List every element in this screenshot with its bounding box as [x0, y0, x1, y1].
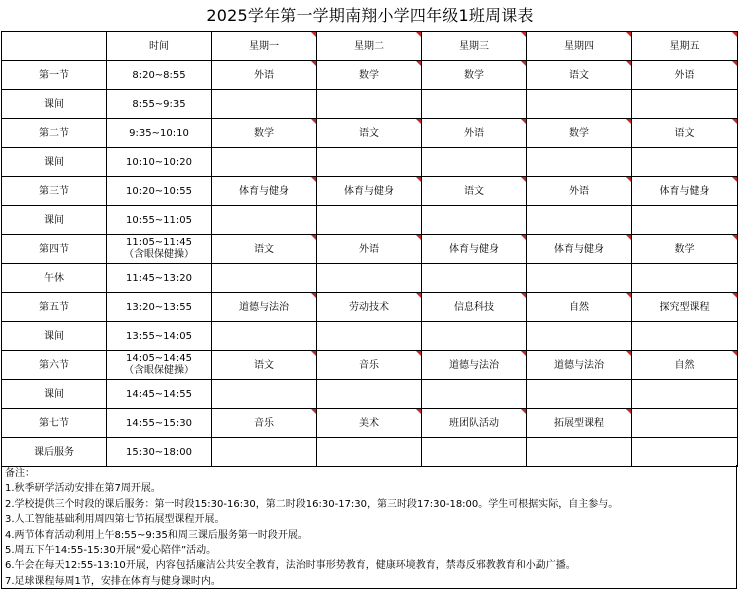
comment-marker-icon[interactable] — [626, 61, 631, 66]
subject-cell-monday[interactable]: 语文 — [212, 235, 317, 264]
period-label-cell[interactable]: 第五节 — [2, 293, 107, 322]
time-range: 8:20~8:55 — [132, 69, 186, 81]
subject-cell-friday[interactable]: 自然 — [632, 351, 738, 380]
subject-cell-wednesday[interactable]: 道德与法治 — [422, 351, 527, 380]
time-cell[interactable] — [107, 380, 212, 409]
comment-marker-icon[interactable] — [521, 119, 526, 124]
period-label-cell[interactable]: 第二节 — [2, 119, 107, 148]
table-row — [2, 61, 738, 90]
subject-cell-monday[interactable] — [212, 206, 317, 235]
comment-marker-icon[interactable] — [732, 293, 737, 298]
table-row — [2, 409, 738, 438]
time-cell[interactable] — [107, 351, 212, 380]
subject-cell-tuesday[interactable] — [317, 380, 422, 409]
notes-heading: 备注： — [5, 468, 35, 479]
subject-cell-thursday[interactable]: 拓展型课程 — [527, 409, 632, 438]
comment-marker-icon[interactable] — [626, 235, 631, 240]
subject-cell-thursday[interactable]: 道德与法治 — [527, 351, 632, 380]
subject-cell-monday[interactable]: 数学 — [212, 119, 317, 148]
subject-cell-wednesday[interactable] — [422, 148, 527, 177]
subject-cell-thursday[interactable]: 自然 — [527, 293, 632, 322]
subject-cell-tuesday[interactable] — [317, 148, 422, 177]
comment-marker-icon[interactable] — [416, 177, 421, 182]
subject-cell-thursday[interactable]: 外语 — [527, 177, 632, 206]
time-range: 14:55~15:30 — [125, 417, 192, 429]
table-row — [2, 438, 738, 467]
subject-cell-thursday[interactable] — [527, 206, 632, 235]
table-row — [2, 177, 738, 206]
timetable — [1, 31, 738, 467]
subject-cell-monday[interactable]: 体育与健身 — [212, 177, 317, 206]
comment-marker-icon[interactable] — [626, 119, 631, 124]
subject-cell-thursday[interactable]: 数学 — [527, 119, 632, 148]
comment-marker-icon[interactable] — [521, 32, 526, 37]
comment-marker-icon[interactable] — [416, 235, 421, 240]
time-range: 13:20~13:55 — [125, 301, 192, 313]
subject-cell-wednesday[interactable] — [422, 90, 527, 119]
subject-cell-friday[interactable] — [632, 380, 738, 409]
subject-cell-tuesday[interactable] — [317, 322, 422, 351]
period-label-cell[interactable]: 课后服务 — [2, 438, 107, 467]
comment-marker-icon[interactable] — [311, 119, 316, 124]
note-item: 1.秋季研学活动安排在第7周开展。 — [5, 483, 161, 495]
subject-cell-tuesday[interactable]: 数学 — [317, 61, 422, 90]
comment-marker-icon[interactable] — [416, 351, 421, 356]
table-row — [2, 206, 738, 235]
table-row — [2, 90, 738, 119]
table-row — [2, 119, 738, 148]
time-cell[interactable] — [107, 61, 212, 90]
table-row — [2, 322, 738, 351]
subject-cell-thursday[interactable]: 语文 — [527, 61, 632, 90]
table-row — [2, 235, 738, 264]
note-item: 7.足球课程每周1节，安排在体育与健身课时内。 — [5, 575, 221, 587]
subject-cell-friday[interactable]: 语文 — [632, 119, 738, 148]
time-cell[interactable] — [107, 293, 212, 322]
time-cell[interactable] — [107, 119, 212, 148]
comment-marker-icon[interactable] — [521, 409, 526, 414]
subject-cell-monday[interactable]: 外语 — [212, 61, 317, 90]
subject-cell-friday[interactable] — [632, 438, 738, 467]
subject-cell-wednesday[interactable] — [422, 322, 527, 351]
time-range: 13:55~14:05 — [125, 330, 192, 342]
subject-cell-tuesday[interactable]: 体育与健身 — [317, 177, 422, 206]
time-cell[interactable] — [107, 148, 212, 177]
subject-cell-tuesday[interactable]: 劳动技术 — [317, 293, 422, 322]
time-note: （含眼保健操） — [124, 249, 194, 260]
subject-cell-wednesday[interactable]: 语文 — [422, 177, 527, 206]
comment-marker-icon[interactable] — [732, 119, 737, 124]
period-label-cell[interactable]: 课间 — [2, 380, 107, 409]
subject-cell-tuesday[interactable]: 美术 — [317, 409, 422, 438]
note-item: 6.午会在每天12:55-13:10开展，内容包括廉洁公共安全教育，法治时事形势教育，健康环境教育，禁毒反邪教教育和小勐广播。 — [5, 560, 576, 572]
comment-marker-icon[interactable] — [311, 235, 316, 240]
comment-marker-icon[interactable] — [732, 351, 737, 356]
note-item: 2.学校提供三个时段的课后服务：第一时段15:30-16:30，第二时段16:30-17:30，第三时段17:30-18:00。学生可根据实际，自主参与。 — [5, 498, 619, 510]
subject-cell-friday[interactable]: 外语 — [632, 61, 738, 90]
subject-cell-tuesday[interactable] — [317, 264, 422, 293]
note-item: 3.人工智能基础利用周四第七节拓展型课程开展。 — [5, 514, 225, 526]
table-row — [2, 351, 738, 380]
comment-marker-icon[interactable] — [521, 61, 526, 66]
subject-cell-friday[interactable] — [632, 322, 738, 351]
sheet-title: 2025学年第一学期南翔小学四年级1班周课表 — [206, 6, 534, 25]
subject-cell-tuesday[interactable] — [317, 438, 422, 467]
comment-marker-icon[interactable] — [311, 351, 316, 356]
period-label-cell[interactable]: 午休 — [2, 264, 107, 293]
table-row — [2, 148, 738, 177]
period-label-cell[interactable]: 课间 — [2, 90, 107, 119]
comment-marker-icon[interactable] — [626, 177, 631, 182]
period-label-cell[interactable]: 第七节 — [2, 409, 107, 438]
time-range: 10:55~11:05 — [125, 214, 192, 226]
subject-cell-monday[interactable] — [212, 380, 317, 409]
time-range: 14:45~14:55 — [125, 388, 192, 400]
comment-marker-icon[interactable] — [311, 32, 316, 37]
period-label-cell[interactable]: 第六节 — [2, 351, 107, 380]
subject-cell-wednesday[interactable] — [422, 438, 527, 467]
subject-cell-thursday[interactable] — [527, 380, 632, 409]
subject-cell-friday[interactable]: 体育与健身 — [632, 177, 738, 206]
subject-cell-wednesday[interactable]: 体育与健身 — [422, 235, 527, 264]
header-day-monday[interactable]: 星期一 — [212, 32, 317, 61]
comment-marker-icon[interactable] — [311, 293, 316, 298]
subject-cell-friday[interactable] — [632, 264, 738, 293]
subject-cell-thursday[interactable] — [527, 438, 632, 467]
timetable-body — [2, 61, 738, 467]
table-row — [2, 380, 738, 409]
subject-cell-thursday[interactable] — [527, 322, 632, 351]
subject-cell-tuesday[interactable]: 音乐 — [317, 351, 422, 380]
note-item: 5.周五下午14:55-15:30开展“爱心陪伴”活动。 — [5, 545, 217, 557]
comment-marker-icon[interactable] — [416, 32, 421, 37]
time-range: 10:10~10:20 — [125, 156, 192, 168]
subject-cell-friday[interactable] — [632, 90, 738, 119]
table-row — [2, 264, 738, 293]
subject-cell-monday[interactable]: 语文 — [212, 351, 317, 380]
time-range: 11:05~11:45 — [125, 237, 192, 248]
comment-marker-icon[interactable] — [626, 409, 631, 414]
subject-cell-thursday[interactable] — [527, 148, 632, 177]
comment-marker-icon[interactable] — [626, 32, 631, 37]
subject-cell-monday[interactable] — [212, 264, 317, 293]
table-row — [2, 293, 738, 322]
comment-marker-icon[interactable] — [311, 177, 316, 182]
subject-cell-wednesday[interactable]: 班团队活动 — [422, 409, 527, 438]
comment-marker-icon[interactable] — [732, 177, 737, 182]
notes-block[interactable] — [1, 465, 737, 589]
comment-marker-icon[interactable] — [416, 119, 421, 124]
time-range: 11:45~13:20 — [125, 272, 192, 284]
period-label-cell[interactable]: 第四节 — [2, 235, 107, 264]
note-item: 4.两节体育活动利用上午8:55~9:35和周三课后服务第一时段开展。 — [5, 529, 308, 541]
time-cell[interactable] — [107, 235, 212, 264]
time-cell[interactable] — [107, 206, 212, 235]
subject-cell-monday[interactable] — [212, 90, 317, 119]
subject-cell-monday[interactable]: 道德与法治 — [212, 293, 317, 322]
subject-cell-friday[interactable]: 数学 — [632, 235, 738, 264]
period-label-cell[interactable]: 第一节 — [2, 61, 107, 90]
comment-marker-icon[interactable] — [521, 293, 526, 298]
time-cell[interactable] — [107, 177, 212, 206]
subject-cell-tuesday[interactable] — [317, 90, 422, 119]
header-row — [2, 32, 738, 61]
comment-marker-icon[interactable] — [732, 32, 737, 37]
header-day-wednesday[interactable]: 星期三 — [422, 32, 527, 61]
header-time-cell[interactable]: 时间 — [107, 32, 212, 61]
subject-cell-friday[interactable] — [632, 206, 738, 235]
period-label-cell[interactable]: 课间 — [2, 148, 107, 177]
subject-cell-friday[interactable] — [632, 148, 738, 177]
time-range: 10:20~10:55 — [125, 185, 192, 197]
header-day-friday[interactable]: 星期五 — [632, 32, 738, 61]
comment-marker-icon[interactable] — [521, 235, 526, 240]
subject-cell-wednesday[interactable] — [422, 264, 527, 293]
comment-marker-icon[interactable] — [521, 351, 526, 356]
comment-marker-icon[interactable] — [416, 61, 421, 66]
subject-cell-monday[interactable] — [212, 438, 317, 467]
comment-marker-icon[interactable] — [416, 293, 421, 298]
comment-marker-icon[interactable] — [626, 351, 631, 356]
subject-cell-wednesday[interactable] — [422, 380, 527, 409]
header-blank-cell[interactable] — [2, 32, 107, 61]
header-day-thursday[interactable]: 星期四 — [527, 32, 632, 61]
header-day-tuesday[interactable]: 星期二 — [317, 32, 422, 61]
subject-cell-thursday[interactable]: 体育与健身 — [527, 235, 632, 264]
time-range: 9:35~10:10 — [129, 127, 189, 139]
time-range: 14:05~14:45 — [125, 353, 192, 364]
time-cell[interactable] — [107, 409, 212, 438]
subject-cell-friday[interactable] — [632, 409, 738, 438]
subject-cell-monday[interactable]: 音乐 — [212, 409, 317, 438]
time-cell[interactable] — [107, 264, 212, 293]
time-range: 8:55~9:35 — [132, 98, 186, 110]
period-label-cell[interactable]: 第三节 — [2, 177, 107, 206]
comment-marker-icon[interactable] — [311, 61, 316, 66]
comment-marker-icon[interactable] — [311, 409, 316, 414]
time-cell[interactable] — [107, 438, 212, 467]
comment-marker-icon[interactable] — [732, 61, 737, 66]
subject-cell-thursday[interactable] — [527, 90, 632, 119]
subject-cell-wednesday[interactable]: 外语 — [422, 119, 527, 148]
subject-cell-tuesday[interactable] — [317, 206, 422, 235]
subject-cell-wednesday[interactable]: 数学 — [422, 61, 527, 90]
subject-cell-wednesday[interactable] — [422, 206, 527, 235]
time-cell[interactable] — [107, 90, 212, 119]
comment-marker-icon[interactable] — [732, 235, 737, 240]
subject-cell-tuesday[interactable]: 语文 — [317, 119, 422, 148]
subject-cell-friday[interactable]: 探究型课程 — [632, 293, 738, 322]
period-label-cell[interactable]: 课间 — [2, 322, 107, 351]
time-range: 15:30~18:00 — [125, 446, 192, 458]
comment-marker-icon[interactable] — [626, 293, 631, 298]
time-cell[interactable] — [107, 322, 212, 351]
subject-cell-wednesday[interactable]: 信息科技 — [422, 293, 527, 322]
comment-marker-icon[interactable] — [416, 409, 421, 414]
subject-cell-tuesday[interactable]: 外语 — [317, 235, 422, 264]
subject-cell-thursday[interactable] — [527, 264, 632, 293]
subject-cell-monday[interactable] — [212, 148, 317, 177]
time-note: （含眼保健操） — [124, 365, 194, 376]
period-label-cell[interactable]: 课间 — [2, 206, 107, 235]
comment-marker-icon[interactable] — [521, 177, 526, 182]
subject-cell-monday[interactable] — [212, 322, 317, 351]
